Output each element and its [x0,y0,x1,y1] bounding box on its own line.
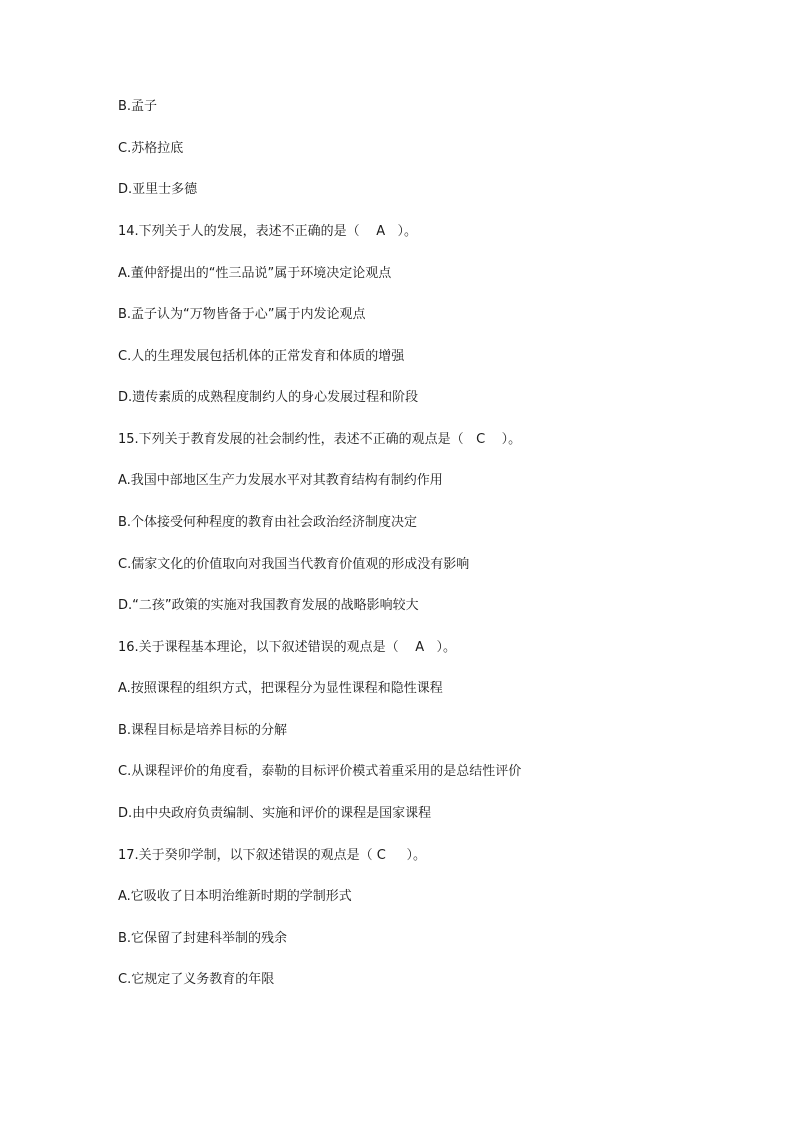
option-b-q14: B.孟子认为“万物皆备于心”属于内发论观点 [118,307,366,322]
option-a-q16: A.按照课程的组织方式，把课程分为显性课程和隐性课程 [118,681,443,696]
option-c-q13: C.苏格拉底 [118,141,184,156]
option-c-q17: C.它规定了义务教育的年限 [118,972,275,987]
option-b-q17: B.它保留了封建科举制的残余 [118,931,288,946]
option-d-q13: D.亚里士多德 [118,182,198,197]
question-15: 15.下列关于教育发展的社会制约性，表述不正确的观点是（ C ）。 [118,432,522,447]
question-17: 17.关于癸卯学制，以下叙述错误的观点是（ C ）。 [118,848,427,863]
option-a-q14: A.董仲舒提出的“性三品说”属于环境决定论观点 [118,266,392,281]
option-a-q15: A.我国中部地区生产力发展水平对其教育结构有制约作用 [118,473,443,488]
option-d-q16: D.由中央政府负责编制、实施和评价的课程是国家课程 [118,806,432,821]
option-c-q15: C.儒家文化的价值取向对我国当代教育价值观的形成没有影响 [118,557,470,572]
option-c-q16: C.从课程评价的角度看，泰勒的目标评价模式着重采用的是总结性评价 [118,764,522,779]
option-d-q15: D.“二孩”政策的实施对我国教育发展的战略影响较大 [118,598,419,613]
question-16: 16.关于课程基本理论，以下叙述错误的观点是（ A ）。 [118,640,456,655]
option-a-q17: A.它吸收了日本明治维新时期的学制形式 [118,889,352,904]
option-d-q14: D.遗传素质的成熟程度制约人的身心发展过程和阶段 [118,390,419,405]
question-14: 14.下列关于人的发展，表述不正确的是（ A ）。 [118,224,417,239]
option-b-q16: B.课程目标是培养目标的分解 [118,723,288,738]
option-b-q15: B.个体接受何种程度的教育由社会政治经济制度决定 [118,515,418,530]
option-c-q14: C.人的生理发展包括机体的正常发育和体质的增强 [118,349,405,364]
option-b-q13: B.孟子 [118,99,158,114]
